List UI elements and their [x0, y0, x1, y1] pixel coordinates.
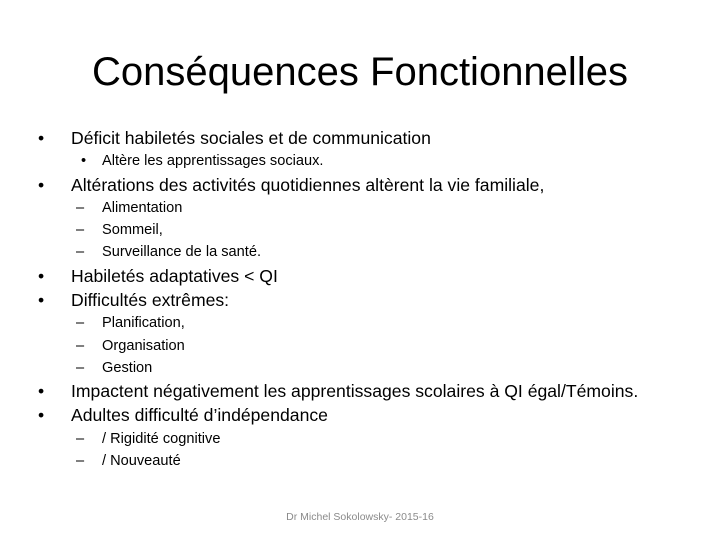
sub-bullet-marker: • — [81, 153, 87, 170]
bullet-item — [36, 173, 696, 197]
bullet-list — [36, 126, 696, 472]
bullet-text: Adultes difficulté d’indépendance — [71, 405, 328, 426]
slide-title: Conséquences Fonctionnelles — [92, 50, 628, 94]
bullet-marker: • — [38, 405, 45, 426]
bullet-item — [36, 288, 696, 312]
dash-marker: – — [76, 244, 85, 261]
bullet-item — [36, 403, 696, 427]
sub-bullet-text: Surveillance de la santé. — [102, 244, 262, 261]
sub-bullet-item — [36, 197, 696, 219]
bullet-marker: • — [38, 128, 45, 148]
dash-marker: – — [76, 199, 85, 216]
sub-bullet-item — [36, 357, 696, 379]
sub-bullet-text: Gestion — [102, 359, 153, 376]
dash-marker: – — [76, 452, 85, 469]
sub-bullet-item — [36, 312, 696, 334]
bullet-item — [36, 379, 696, 403]
sub-bullet-text: Altère les apprentissages sociaux. — [102, 153, 324, 170]
bullet-marker: • — [38, 265, 45, 286]
dash-marker: – — [76, 222, 85, 239]
bullet-item — [36, 264, 696, 288]
sub-bullet-text: Organisation — [102, 337, 185, 354]
sub-bullet-item — [36, 450, 696, 472]
sub-bullet-text: / Nouveauté — [102, 452, 181, 469]
bullet-text: Altérations des activités quotidiennes altèrent la vie familiale, — [71, 174, 545, 195]
sub-bullet-item — [36, 335, 696, 357]
bullet-item — [36, 126, 696, 150]
bullet-text: Habiletés adaptatives < QI — [71, 265, 278, 286]
sub-bullet-text: Sommeil, — [102, 222, 163, 239]
sub-bullet-text: Alimentation — [102, 199, 183, 216]
bullet-text: Impactent négativement les apprentissages scolaires à QI égal/Témoins. — [71, 380, 639, 401]
dash-marker: – — [76, 430, 85, 447]
dash-marker: – — [76, 315, 85, 332]
slide-footer: Dr Michel Sokolowsky- 2015-16 — [286, 511, 434, 523]
sub-bullet-item — [36, 241, 696, 263]
sub-bullet-item — [36, 219, 696, 241]
sub-bullet-item — [36, 428, 696, 450]
sub-bullet-text: / Rigidité cognitive — [102, 430, 221, 447]
sub-bullet-item — [36, 150, 696, 172]
bullet-marker: • — [38, 380, 45, 401]
sub-bullet-text: Planification, — [102, 315, 185, 332]
dash-marker: – — [76, 359, 85, 376]
bullet-marker: • — [38, 289, 45, 310]
bullet-text: Difficultés extrêmes: — [71, 289, 230, 310]
bullet-marker: • — [38, 174, 45, 195]
bullet-text: Déficit habiletés sociales et de communication — [71, 128, 431, 148]
dash-marker: – — [76, 337, 85, 354]
